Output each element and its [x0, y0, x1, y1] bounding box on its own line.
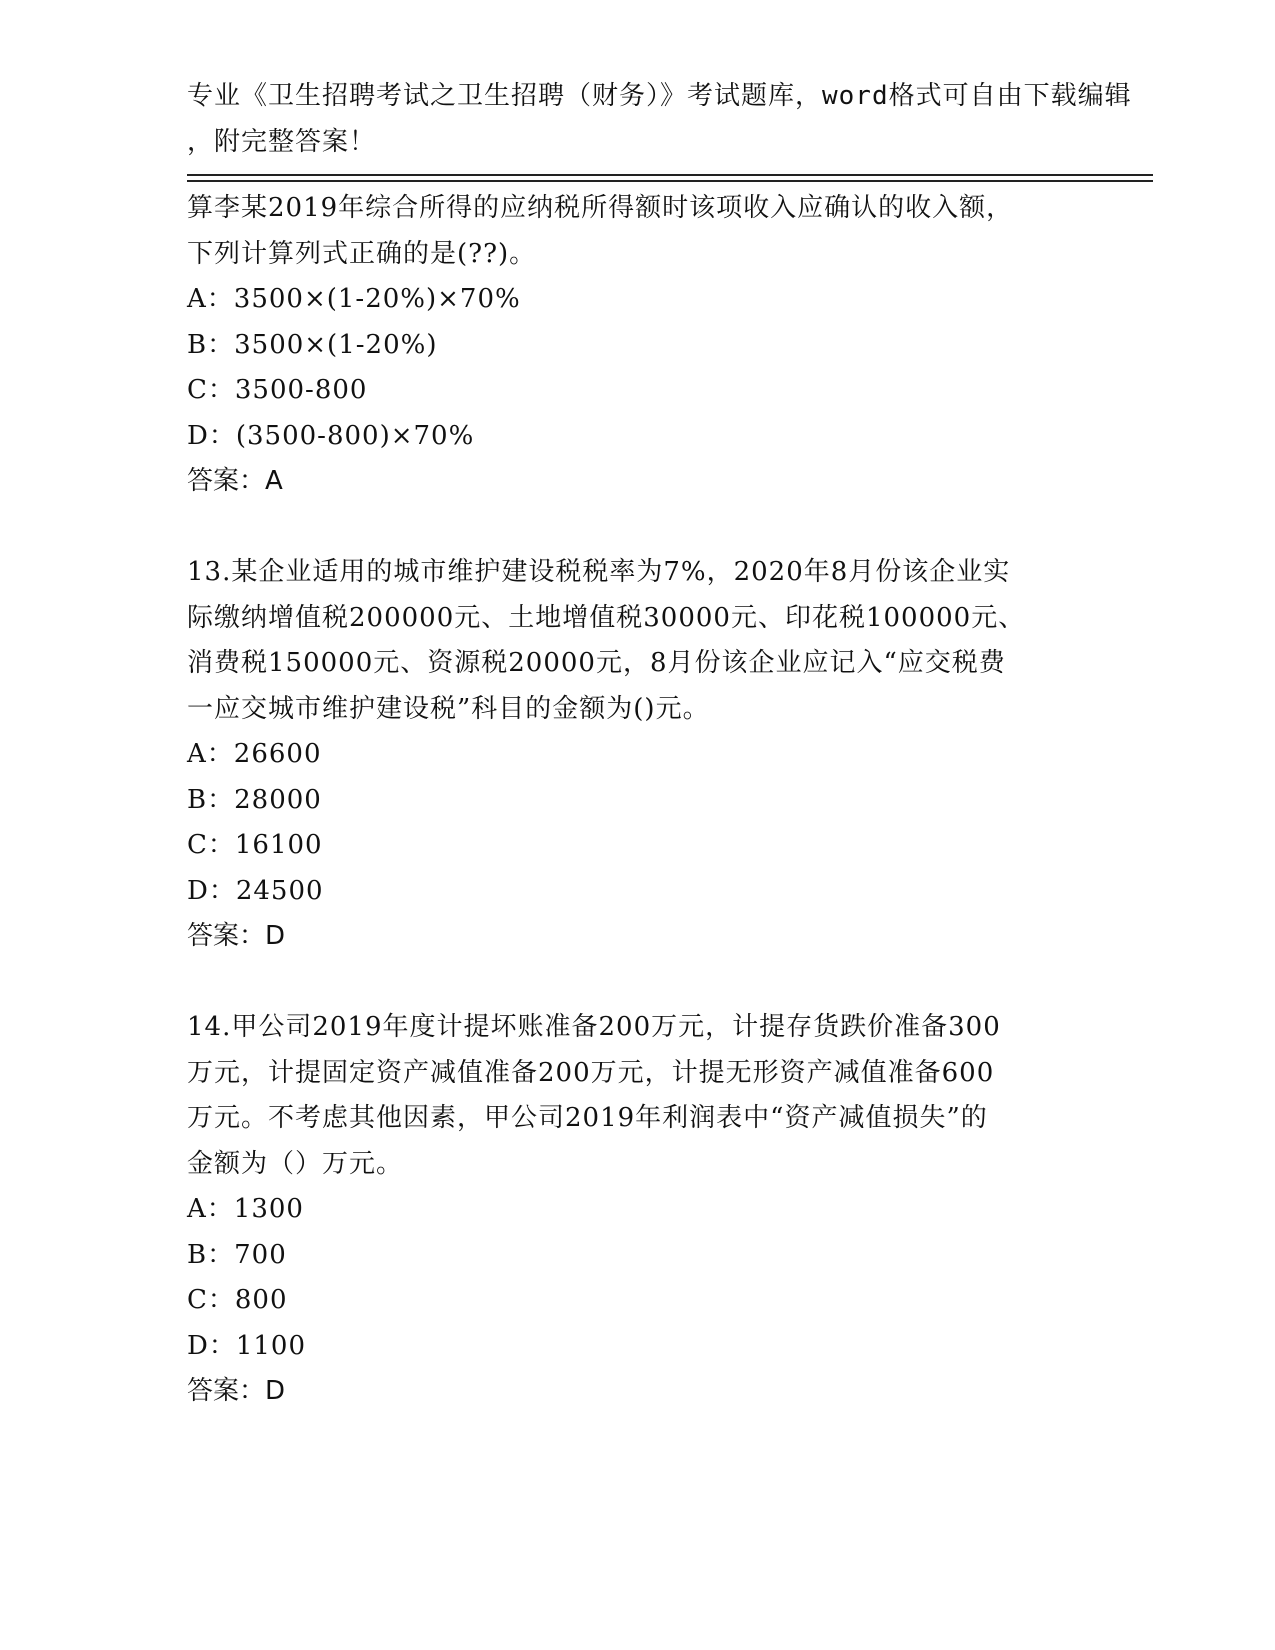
option-a: A：1300 [187, 1194, 304, 1224]
question-text-line: 14.甲公司2019年度计提坏账准备200万元，计提存货跌价准备300 [187, 1012, 1001, 1042]
header-line-1: 专业《卫生招聘考试之卫生招聘（财务）》考试题库，word格式可自由下载编辑 [187, 81, 1132, 111]
option-c: C：3500-800 [187, 375, 368, 405]
question-text-line: 一应交城市维护建设税”科目的金额为()元。 [187, 693, 710, 724]
question-text-line: 万元。不考虑其他因素，甲公司2019年利润表中“资产减值损失”的 [187, 1103, 988, 1133]
option-a: A：26600 [187, 739, 322, 769]
option-c: C：800 [187, 1285, 288, 1315]
question-text-line: 万元，计提固定资产减值准备200万元，计提无形资产减值准备600 [187, 1057, 995, 1088]
option-b: B：28000 [187, 784, 322, 815]
header-line-2: ，附完整答案！ [187, 126, 377, 157]
question-12-continuation [187, 186, 1087, 505]
option-b: B：700 [187, 1239, 287, 1270]
question-text-line: 13.某企业适用的城市维护建设税税率为7%，2020年8月份该企业实 [187, 557, 1011, 587]
question-text-line: 际缴纳增值税200000元、土地增值税30000元、印花税100000元、 [187, 602, 1026, 633]
option-d: D：1100 [187, 1330, 307, 1361]
answer-label: 答案：D [187, 921, 286, 951]
question-spacer [187, 960, 1087, 1006]
answer-label: 答案：A [187, 466, 283, 496]
question-13 [187, 550, 1087, 960]
document-header [187, 74, 1132, 165]
question-text-line: 算李某2019年综合所得的应纳税所得额时该项收入应确认的收入额， [187, 193, 1014, 223]
header-divider-bottom [187, 180, 1153, 182]
question-text-line: 金额为（）万元。 [187, 1148, 404, 1179]
question-text-line: 下列计算列式正确的是(??)。 [187, 238, 537, 269]
header-divider-top [187, 174, 1153, 176]
option-a: A：3500×(1-20%)×70% [187, 284, 521, 314]
option-b: B：3500×(1-20%) [187, 329, 438, 360]
answer-label: 答案：D [187, 1376, 286, 1406]
document-body [187, 186, 1087, 1415]
option-d: D：(3500-800)×70% [187, 420, 475, 451]
option-c: C：16100 [187, 830, 323, 860]
question-text-line: 消费税150000元、资源税20000元，8月份该企业应记入“应交税费 [187, 648, 1006, 678]
question-14 [187, 1005, 1087, 1415]
option-d: D：24500 [187, 875, 324, 906]
question-spacer [187, 505, 1087, 551]
